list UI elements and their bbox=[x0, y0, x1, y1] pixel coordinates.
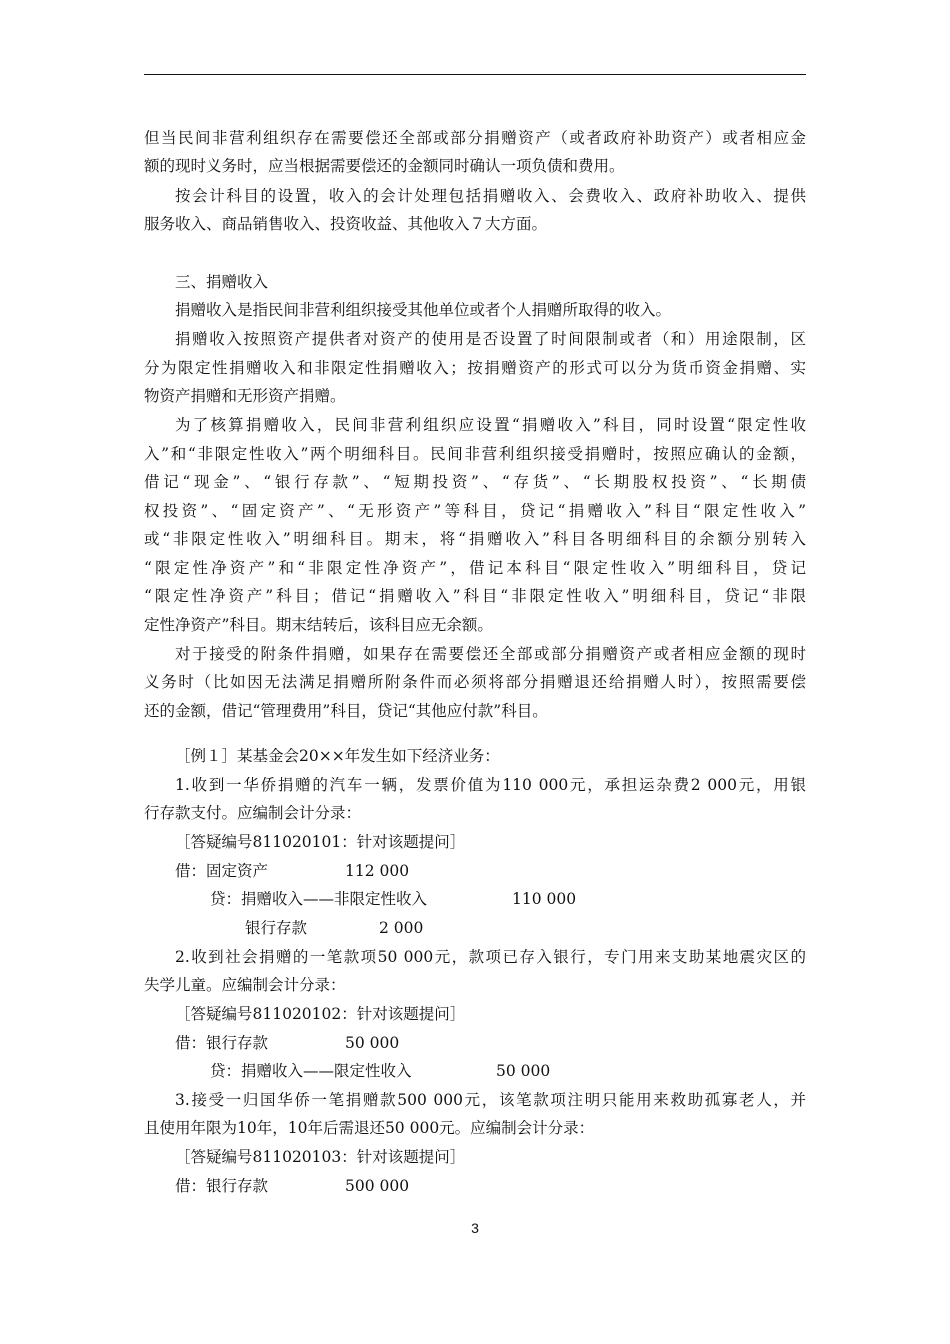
text-line: 入”和“非限定性收入”两个明细科目。民间非营利组织接受捐赠时，按照应确认的金额， bbox=[144, 445, 806, 463]
text-line: 对于接受的附条件捐赠，如果存在需要偿还全部或部分捐赠资产或者相应金额的现时 bbox=[175, 645, 806, 663]
text-line: “限定性净资产”和“非限定性净资产”，借记本科目“限定性收入”明细科目，贷记 bbox=[144, 559, 806, 577]
entry-amount: 2 000 bbox=[379, 919, 424, 937]
entry-credit-account: 贷：捐赠收入——非限定性收入 bbox=[210, 890, 428, 908]
entry-amount: 112 000 bbox=[345, 862, 410, 880]
text-line: 捐赠收入按照资产提供者对资产的使用是否设置了时间限制或者（和）用途限制，区 bbox=[175, 330, 806, 348]
text-line: 1.收到一华侨捐赠的汽车一辆，发票价值为110 000元，承担运杂费2 000元，用银 bbox=[175, 776, 806, 794]
entry-amount: 110 000 bbox=[512, 890, 577, 908]
qa-reference[interactable]: ［答疑编号811020102：针对该题提问］ bbox=[175, 1005, 466, 1023]
entry-debit-account: 借：银行存款 bbox=[175, 1177, 269, 1195]
entry-credit-account: 贷：捐赠收入——限定性收入 bbox=[210, 1062, 412, 1080]
entry-credit-account: 银行存款 bbox=[245, 919, 308, 937]
text-line: 且使用年限为10年，10年后需退还50 000元。应编制会计分录： bbox=[144, 1119, 595, 1137]
text-line: 还的金额，借记“管理费用”科目，贷记“其他应付款”科目。 bbox=[144, 702, 548, 720]
text-line: “限定性净资产”科目；借记“捐赠收入”科目“非限定性收入”明细科目，贷记“非限 bbox=[144, 587, 806, 605]
text-line: 服务收入、商品销售收入、投资收益、其他收入７大方面。 bbox=[144, 215, 548, 233]
text-line: 定性净资产”科目。期末结转后，该科目应无余额。 bbox=[144, 616, 493, 634]
text-line: 物资产捐赠和无形资产捐赠。 bbox=[144, 387, 346, 405]
text-line: 失学儿童。应编制会计分录： bbox=[144, 976, 346, 994]
text-line: 分为限定性捐赠收入和非限定性捐赠收入；按捐赠资产的形式可以分为货币资金捐赠、实 bbox=[144, 359, 806, 377]
text-line: 借记“现金”、“银行存款”、“短期投资”、“存货”、“长期股权投资”、“长期债 bbox=[144, 473, 806, 491]
page-number: 3 bbox=[471, 1220, 479, 1236]
entry-debit-account: 借：固定资产 bbox=[175, 862, 269, 880]
entry-debit-account: 借：银行存款 bbox=[175, 1034, 269, 1052]
example-heading: ［例１］某基金会20××年发生如下经济业务： bbox=[175, 747, 500, 765]
text-line: 捐赠收入是指民间非营利组织接受其他单位或者个人捐赠所取得的收入。 bbox=[175, 301, 672, 319]
text-line: 按会计科目的设置，收入的会计处理包括捐赠收入、会费收入、政府补助收入、提供 bbox=[175, 187, 806, 205]
text-line: 3.接受一归国华侨一笔捐赠款500 000元，该笔款项注明只能用来救助孤寡老人，并 bbox=[175, 1091, 806, 1109]
qa-reference[interactable]: ［答疑编号811020101：针对该题提问］ bbox=[175, 833, 466, 851]
entry-amount: 50 000 bbox=[345, 1034, 400, 1052]
text-line: 行存款支付。应编制会计分录： bbox=[144, 804, 362, 822]
section-heading: 三、捐赠收入 bbox=[175, 273, 269, 291]
text-line: 为了核算捐赠收入，民间非营利组织应设置“捐赠收入”科目，同时设置“限定性收 bbox=[175, 416, 806, 434]
entry-amount: 50 000 bbox=[496, 1062, 551, 1080]
text-line: 权投资”、“固定资产”、“无形资产”等科目，贷记“捐赠收入”科目“限定性收入” bbox=[144, 502, 806, 520]
entry-amount: 500 000 bbox=[345, 1177, 410, 1195]
text-line: 额的现时义务时，应当根据需要偿还的金额同时确认一项负债和费用。 bbox=[144, 157, 625, 175]
text-line: 义务时（比如因无法满足捐赠所附条件而必须将部分捐赠退还给捐赠人时），按照需要偿 bbox=[144, 673, 806, 691]
qa-reference[interactable]: ［答疑编号811020103：针对该题提问］ bbox=[175, 1148, 466, 1166]
text-line: 或“非限定性收入”明细科目。期末，将“捐赠收入”科目各明细科目的余额分别转入 bbox=[144, 530, 806, 548]
text-line: 2.收到社会捐赠的一笔款项50 000元，款项已存入银行，专门用来支助某地震灾区的 bbox=[175, 948, 806, 966]
text-line: 但当民间非营利组织存在需要偿还全部或部分捐赠资产（或者政府补助资产）或者相应金 bbox=[144, 129, 806, 147]
header-rule bbox=[144, 74, 806, 75]
